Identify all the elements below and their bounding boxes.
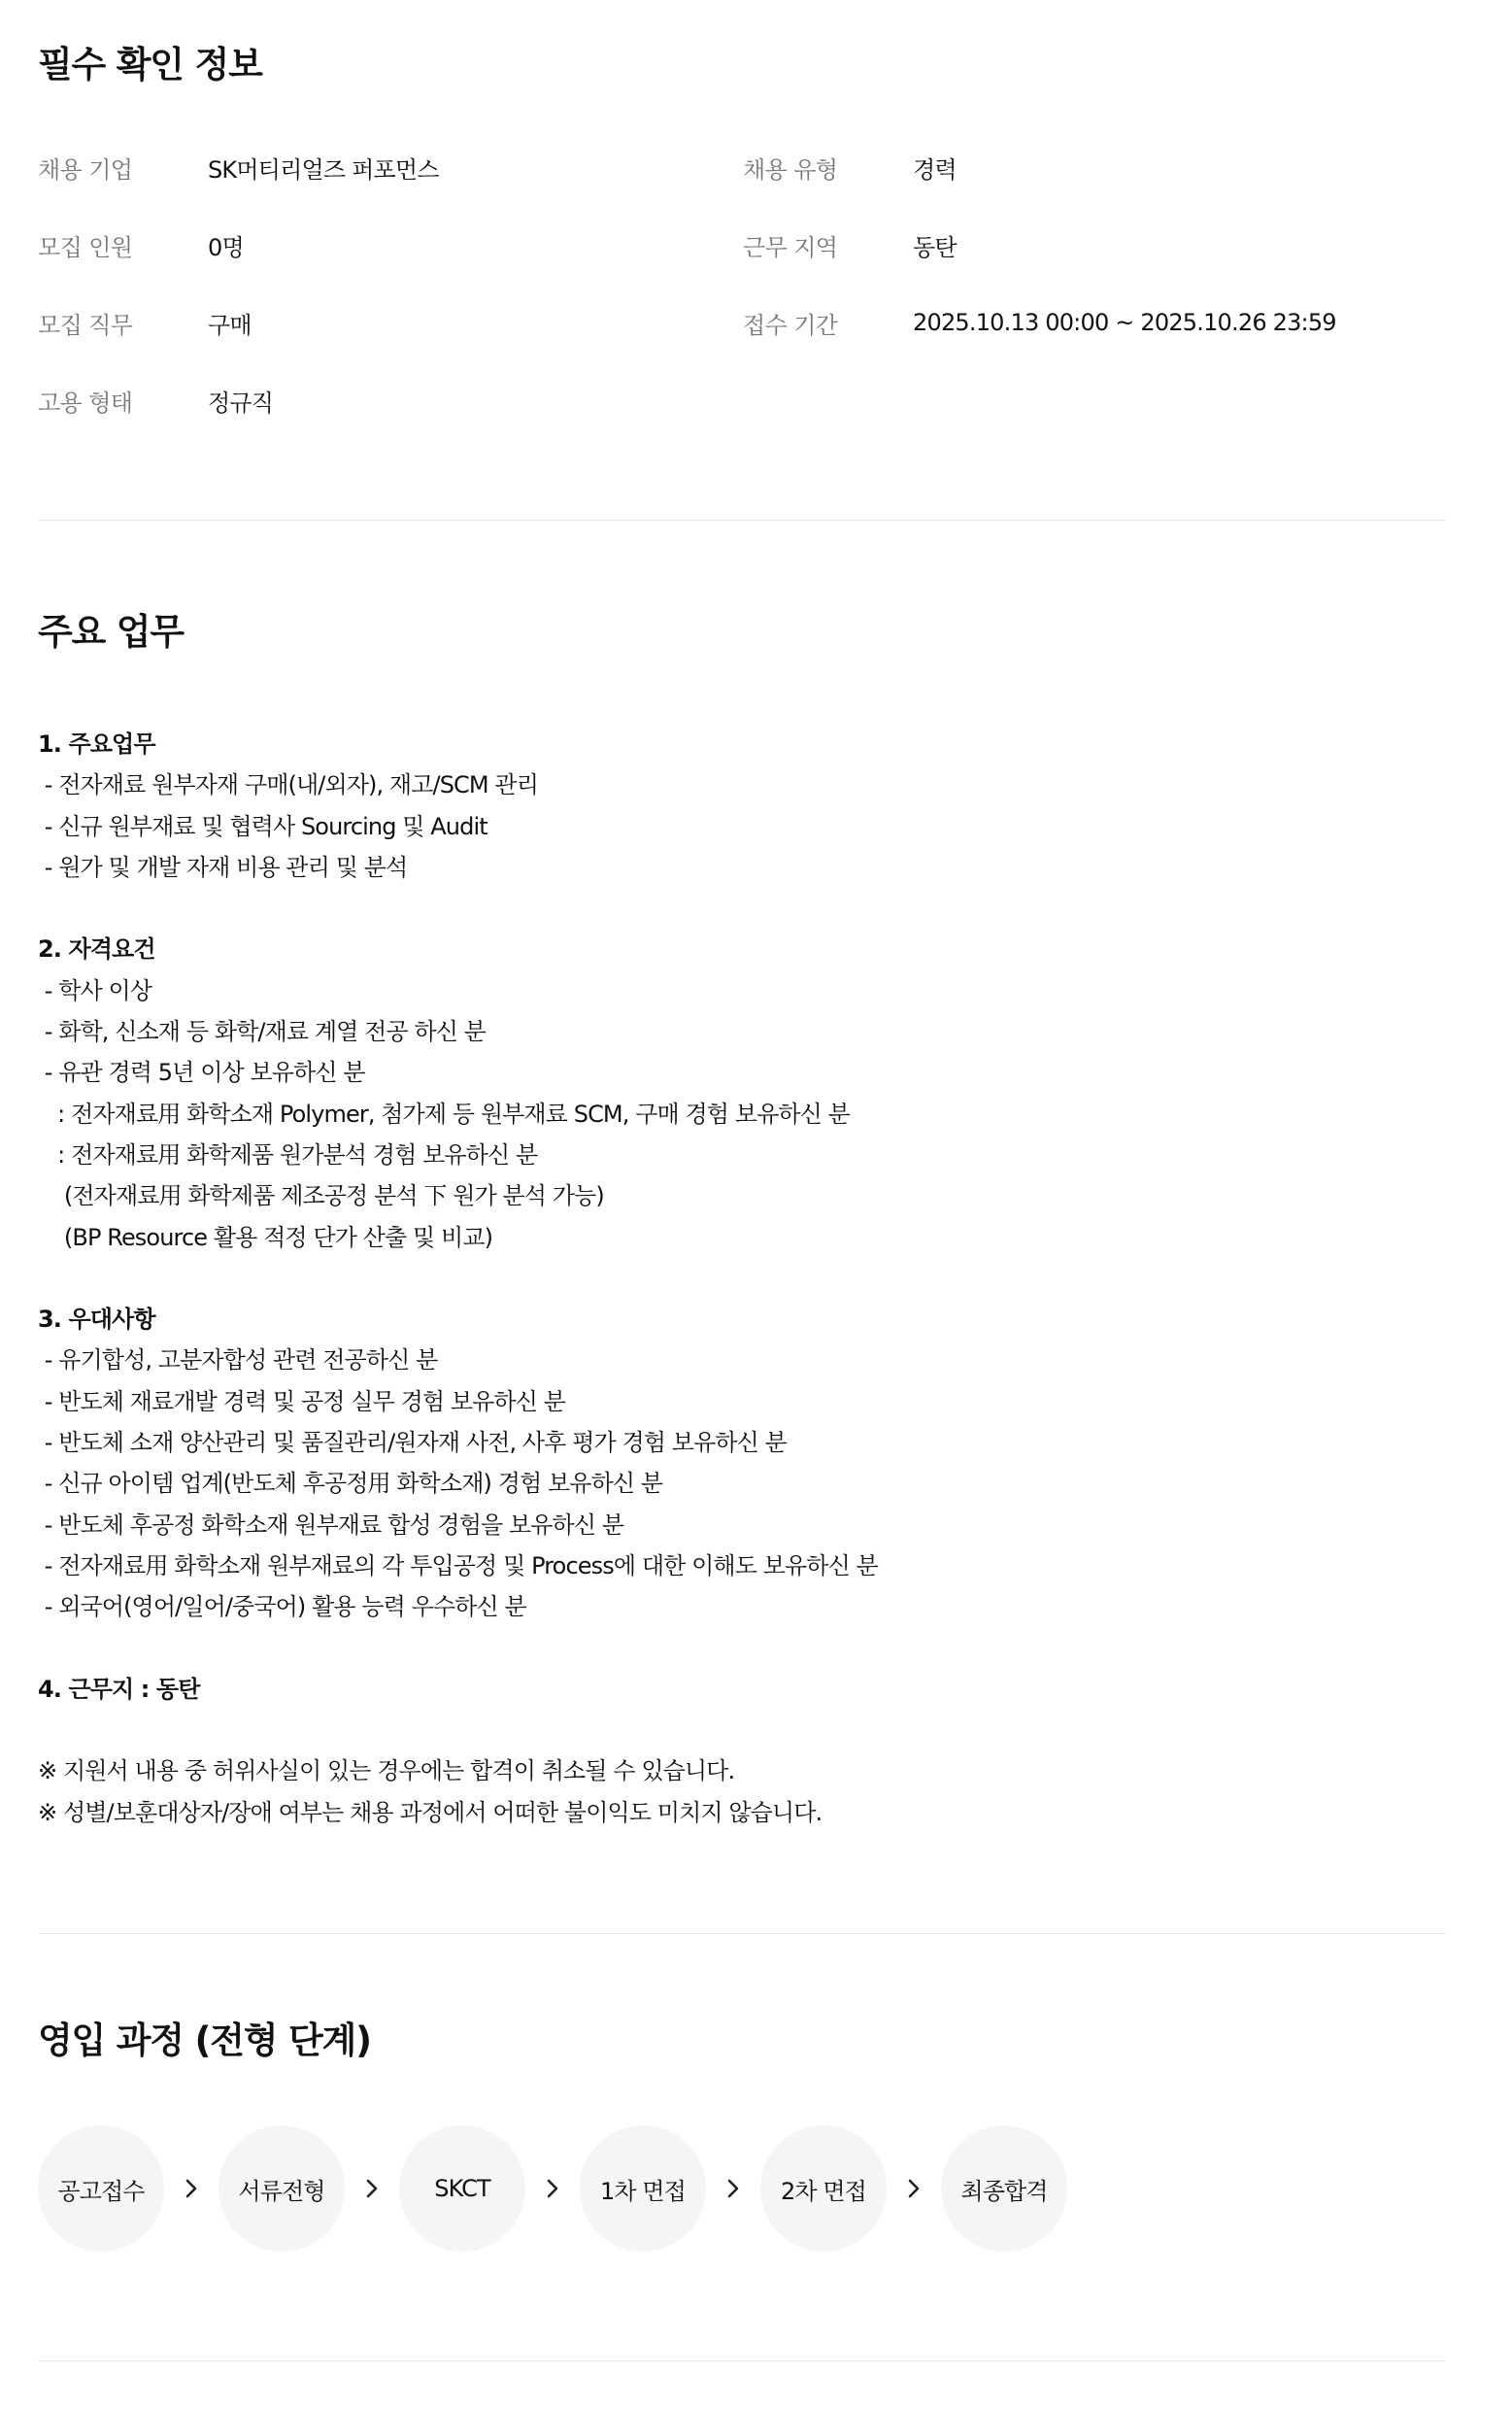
info-row xyxy=(38,225,1446,303)
section-divider xyxy=(38,520,1446,521)
section-title-main-duties: 주요 업무 xyxy=(38,611,184,653)
info-value: 정규직 xyxy=(208,389,274,417)
required-info-section xyxy=(38,0,1446,520)
info-grid xyxy=(38,148,1446,458)
duty-text-line: : 전자재료用 화학소재 Polymer, 첨가제 등 원부재료 SCM, 구매 경험 보유하신 분 xyxy=(38,1100,850,1128)
section-title-required-info: 필수 확인 정보 xyxy=(38,44,262,85)
section-divider xyxy=(38,2360,1446,2361)
info-item-job xyxy=(38,303,252,342)
duty-text-line: - 화학, 신소재 등 화학/재료 계열 전공 하신 분 xyxy=(38,1018,487,1046)
duty-text-line: - 전자재료 원부자재 구매(내/외자), 재고/SCM 관리 xyxy=(38,771,538,799)
duty-heading: 3. 우대사항 xyxy=(38,1306,155,1334)
info-row xyxy=(38,303,1446,381)
duty-description xyxy=(38,724,1446,1833)
process-step: 2차 면접 xyxy=(760,2125,887,2252)
chevron-right-icon xyxy=(525,2178,580,2199)
info-row xyxy=(38,381,1446,458)
duty-text-line: ※ 지원서 내용 중 허위사실이 있는 경우에는 합격이 취소될 수 있습니다. xyxy=(38,1757,735,1785)
duty-text-line: (전자재료用 화학제품 제조공정 분석 下 원가 분석 가능) xyxy=(38,1182,604,1210)
process-step: SKCT xyxy=(399,2125,525,2252)
process-step: 공고접수 xyxy=(38,2125,164,2252)
info-label: 모집 직무 xyxy=(38,311,133,339)
duty-heading: 2. 자격요건 xyxy=(38,935,155,964)
info-value: 2025.10.13 00:00 ~ 2025.10.26 23:59 xyxy=(913,309,1336,336)
info-item-employment-type xyxy=(38,381,273,420)
info-label: 채용 유형 xyxy=(743,155,838,184)
info-row xyxy=(38,148,1446,225)
duty-heading: 1. 주요업무 xyxy=(38,730,155,758)
duty-text-line: - 반도체 소재 양산관리 및 품질관리/원자재 사전, 사후 평가 경험 보유하신 분 xyxy=(38,1429,787,1457)
process-step: 최종합격 xyxy=(941,2125,1067,2252)
blank-line xyxy=(38,1710,1446,1750)
process-step: 1차 면접 xyxy=(580,2125,706,2252)
info-item-period xyxy=(743,303,1336,342)
duty-text-line: - 유관 경력 5년 이상 보유하신 분 xyxy=(38,1059,365,1087)
duty-text-line: - 외국어(영어/일어/중국어) 활용 능력 우수하신 분 xyxy=(38,1593,526,1621)
info-label: 근무 지역 xyxy=(743,233,838,261)
info-label: 접수 기간 xyxy=(743,311,838,339)
duty-text-line: - 원가 및 개발 자재 비용 관리 및 분석 xyxy=(38,853,408,881)
info-item-company xyxy=(38,148,439,187)
chevron-right-icon xyxy=(706,2178,760,2199)
info-label: 고용 형태 xyxy=(38,389,133,417)
info-item-location xyxy=(743,225,957,264)
process-steps xyxy=(38,2125,1067,2252)
section-title-hiring-process: 영입 과정 (전형 단계) xyxy=(38,2020,371,2061)
blank-line xyxy=(38,888,1446,929)
info-value: 구매 xyxy=(208,311,252,339)
info-value: 동탄 xyxy=(913,233,957,261)
info-value: SK머티리얼즈 퍼포먼스 xyxy=(208,155,439,184)
info-label: 채용 기업 xyxy=(38,155,133,184)
duty-text-line: - 전자재료用 화학소재 원부재료의 각 투입공정 및 Process에 대한 이해도 보유하신 분 xyxy=(38,1551,878,1579)
duty-text-line: - 신규 아이템 업계(반도체 후공정用 화학소재) 경험 보유하신 분 xyxy=(38,1470,663,1498)
duty-text-line: (BP Resource 활용 적정 단가 산출 및 비교) xyxy=(38,1223,493,1251)
duty-text-line: ※ 성별/보훈대상자/장애 여부는 채용 과정에서 어떠한 불이익도 미치지 않습니다. xyxy=(38,1798,823,1826)
duty-text-line: - 반도체 후공정 화학소재 원부재료 합성 경험을 보유하신 분 xyxy=(38,1510,624,1539)
duty-text-line: - 학사 이상 xyxy=(38,976,152,1004)
duty-text-line: - 유기합성, 고분자합성 관련 전공하신 분 xyxy=(38,1346,438,1375)
info-item-hire-type xyxy=(743,148,957,187)
info-value: 경력 xyxy=(913,155,957,184)
info-label: 모집 인원 xyxy=(38,233,133,261)
duty-text-line: - 신규 원부재료 및 협력사 Sourcing 및 Audit xyxy=(38,812,487,840)
blank-line xyxy=(38,1258,1446,1299)
info-value: 0명 xyxy=(208,233,244,261)
chevron-right-icon xyxy=(164,2178,218,2199)
info-item-headcount xyxy=(38,225,244,264)
duty-heading: 4. 근무지 : 동탄 xyxy=(38,1675,200,1703)
process-step: 서류전형 xyxy=(218,2125,345,2252)
blank-line xyxy=(38,1628,1446,1669)
section-divider xyxy=(38,1933,1446,1934)
duty-text-line: : 전자재료用 화학제품 원가분석 경험 보유하신 분 xyxy=(38,1140,538,1169)
chevron-right-icon xyxy=(887,2178,941,2199)
chevron-right-icon xyxy=(345,2178,399,2199)
duty-text-line: - 반도체 재료개발 경력 및 공정 실무 경험 보유하신 분 xyxy=(38,1387,566,1415)
